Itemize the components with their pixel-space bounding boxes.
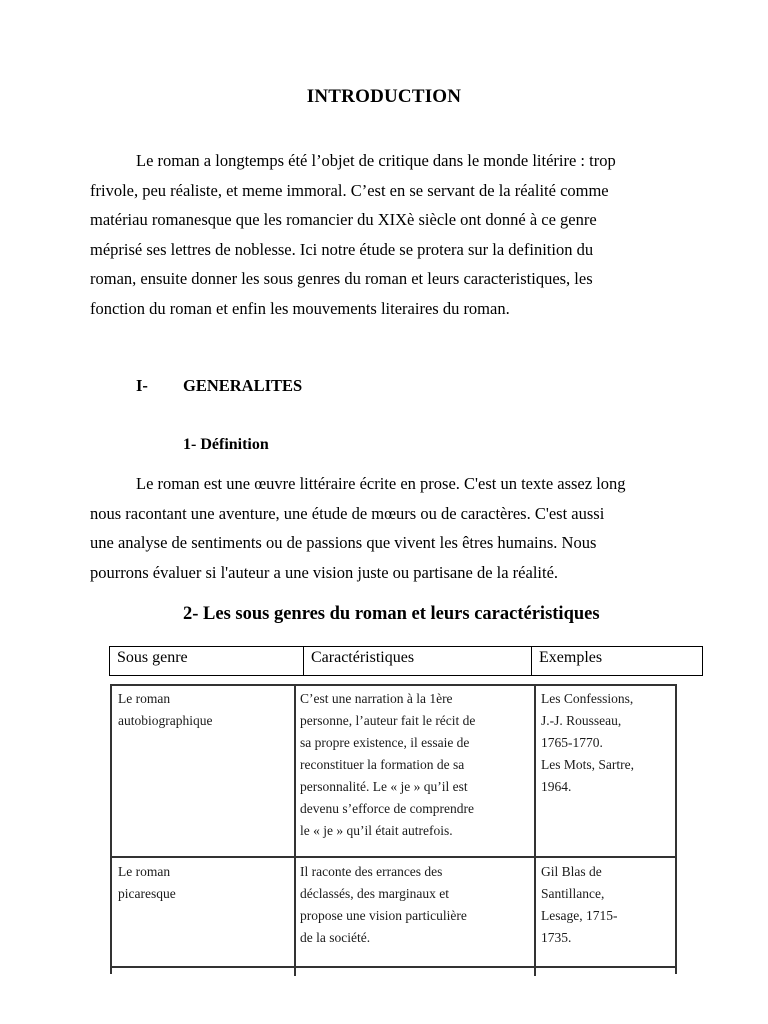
table-row-exemples: [541, 861, 617, 949]
section-number: I-: [136, 376, 148, 395]
cell-line: Santillance,: [541, 886, 605, 901]
cell-line: personnalité. Le « je » qu’il est: [300, 779, 468, 794]
subgenres-table: [110, 684, 677, 974]
cell-line: Gil Blas de: [541, 864, 602, 879]
table-row-caracteristiques: [300, 688, 475, 842]
cell-line: picaresque: [118, 886, 176, 901]
header-caracteristiques: Caractéristiques: [304, 647, 532, 675]
cell-line: le « je » qu’il était autrefois.: [300, 823, 453, 838]
table-row-genre: [118, 861, 176, 905]
intro-line: frivole, peu réaliste, et meme immoral. C’est en se servant de la réalité comme: [90, 180, 609, 200]
definition-paragraph: [90, 469, 684, 587]
intro-line: fonction du roman et enfin les mouvements literaires du roman.: [90, 298, 510, 318]
cell-line: J.-J. Rousseau,: [541, 713, 622, 728]
cell-line: 1735.: [541, 930, 572, 945]
cell-line: Le roman: [118, 691, 171, 706]
cell-line: personne, l’auteur fait le récit de: [300, 713, 476, 728]
cell-line: reconstituer la formation de sa: [300, 757, 465, 772]
intro-paragraph: [90, 146, 684, 323]
header-sous-genre: Sous genre: [110, 647, 304, 675]
subsection-subgenres-title: 2- Les sous genres du roman et leurs caractéristiques: [183, 604, 600, 624]
cell-line: Le roman: [118, 864, 171, 879]
cell-line: sa propre existence, il essaie de: [300, 735, 470, 750]
table-header: [109, 646, 703, 676]
intro-line: matériau romanesque que les romancier du XIXè siècle ont donné à ce genre: [90, 210, 597, 229]
definition-line: Le roman est une œuvre littéraire écrite en prose. C'est un texte assez long: [136, 474, 626, 493]
cell-line: de la société.: [300, 930, 371, 945]
definition-line: nous racontant une aventure, une étude de mœurs ou de caractères. C'est aussi: [90, 503, 605, 523]
definition-line: pourrons évaluer si l'auteur a une vision juste ou partisane de la réalité.: [90, 562, 559, 582]
cell-line: devenu s’efforce de comprendre: [300, 801, 475, 816]
cell-line: Les Mots, Sartre,: [541, 757, 634, 772]
table-divider: [534, 686, 536, 976]
table-row-caracteristiques: [300, 861, 467, 949]
definition-line: une analyse de sentiments ou de passions que vivent les êtres humains. Nous: [90, 533, 597, 552]
table-row-exemples: [541, 688, 634, 798]
subsection-definition-title: 1- Définition: [183, 436, 269, 453]
header-exemples: Exemples: [539, 649, 603, 666]
cell-line: déclassés, des marginaux et: [300, 886, 449, 901]
table-row-genre: [118, 688, 212, 732]
page-title: INTRODUCTION: [306, 86, 462, 107]
intro-line: roman, ensuite donner les sous genres du roman et leurs caracteristiques, les: [90, 269, 593, 288]
cell-line: autobiographique: [118, 713, 213, 728]
table-divider: [112, 856, 675, 858]
intro-line: méprisé ses lettres de noblesse. Ici notre étude se protera sur la definition du: [90, 239, 594, 259]
cell-line: 1964.: [541, 779, 572, 794]
cell-line: Il raconte des errances des: [300, 864, 443, 879]
table-divider: [294, 686, 296, 976]
cell-line: propose une vision particulière: [300, 908, 467, 923]
cell-line: C’est une narration à la 1ère: [300, 691, 453, 706]
section-title: GENERALITES: [183, 376, 303, 395]
cell-line: 1765-1770.: [541, 735, 603, 750]
cell-line: Lesage, 1715-: [541, 908, 618, 923]
table-divider: [112, 966, 675, 968]
intro-line: Le roman a longtemps été l’objet de critique dans le monde litérire : trop: [136, 151, 616, 170]
cell-line: Les Confessions,: [541, 691, 634, 706]
